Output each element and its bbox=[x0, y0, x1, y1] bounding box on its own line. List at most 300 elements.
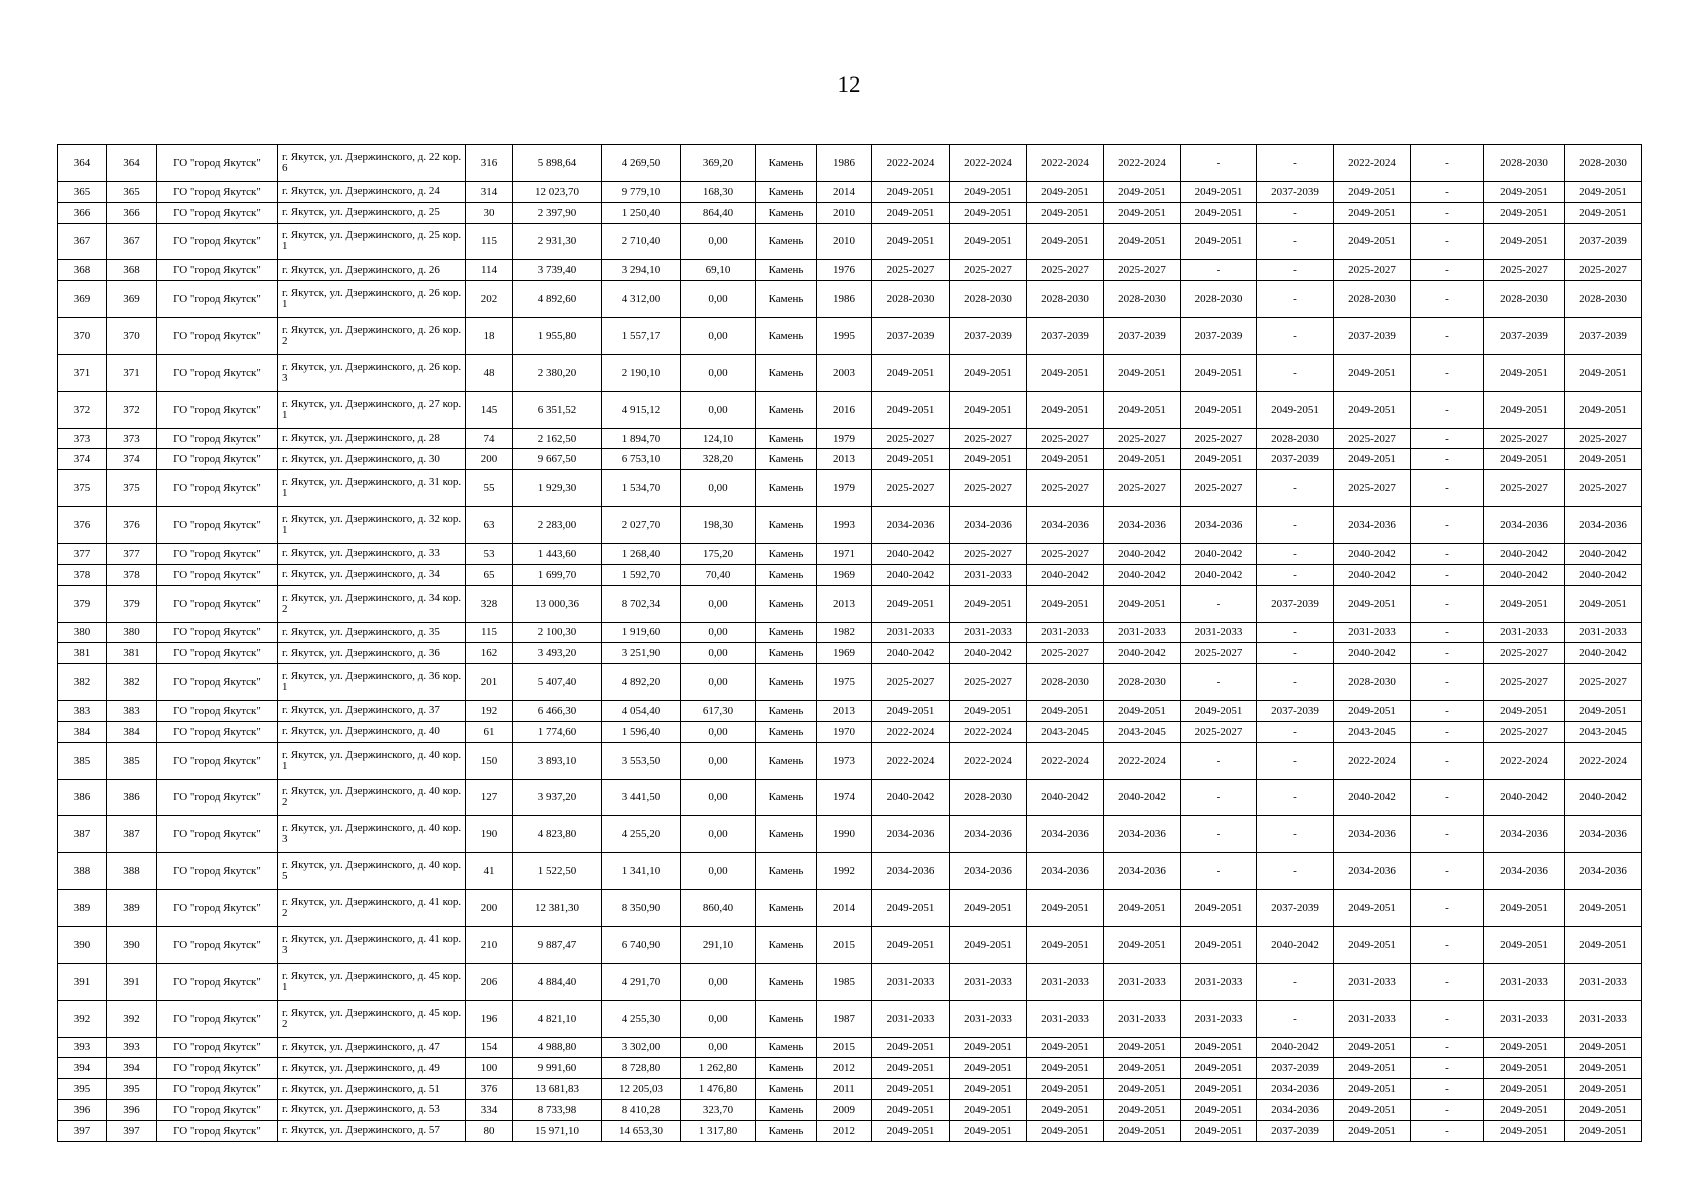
cell-record-number: 380 bbox=[107, 622, 157, 643]
cell-nonliving-area: 0,00 bbox=[681, 622, 756, 643]
cell-term-4: 2022-2024 bbox=[1104, 742, 1181, 779]
cell-record-number: 378 bbox=[107, 564, 157, 585]
cell-term-1: 2022-2024 bbox=[872, 145, 950, 182]
cell-address: г. Якутск, ул. Дзержинского, д. 47 bbox=[278, 1037, 466, 1058]
cell-record-number: 393 bbox=[107, 1037, 157, 1058]
cell-record-number: 371 bbox=[107, 354, 157, 391]
cell-wall-material: Камень bbox=[756, 260, 817, 281]
cell-total-area: 6 351,52 bbox=[513, 391, 602, 428]
cell-nonliving-area: 124,10 bbox=[681, 428, 756, 449]
cell-record-number: 369 bbox=[107, 281, 157, 318]
cell-term-3: 2049-2051 bbox=[1027, 890, 1104, 927]
cell-term-10: 2049-2051 bbox=[1565, 890, 1642, 927]
cell-record-number: 397 bbox=[107, 1120, 157, 1141]
cell-record-number: 374 bbox=[107, 449, 157, 470]
cell-living-area: 14 653,30 bbox=[602, 1120, 681, 1141]
cell-term-4: 2040-2042 bbox=[1104, 564, 1181, 585]
cell-record-number: 377 bbox=[107, 544, 157, 565]
cell-nonliving-area: 0,00 bbox=[681, 643, 756, 664]
cell-term-7: 2049-2051 bbox=[1334, 585, 1411, 622]
cell-wall-material: Камень bbox=[756, 1120, 817, 1141]
cell-term-10: 2049-2051 bbox=[1565, 1120, 1642, 1141]
cell-total-area: 9 667,50 bbox=[513, 449, 602, 470]
cell-term-9: 2049-2051 bbox=[1484, 181, 1565, 202]
cell-term-7: 2025-2027 bbox=[1334, 428, 1411, 449]
cell-row-number: 366 bbox=[58, 202, 107, 223]
cell-build-year: 2012 bbox=[817, 1120, 872, 1141]
cell-term-4: 2025-2027 bbox=[1104, 428, 1181, 449]
cell-residents: 127 bbox=[466, 779, 513, 816]
cell-living-area: 9 779,10 bbox=[602, 181, 681, 202]
cell-municipality: ГО "город Якутск" bbox=[157, 664, 278, 701]
cell-total-area: 2 162,50 bbox=[513, 428, 602, 449]
cell-term-9: 2028-2030 bbox=[1484, 145, 1565, 182]
cell-municipality: ГО "город Якутск" bbox=[157, 354, 278, 391]
cell-total-area: 2 100,30 bbox=[513, 622, 602, 643]
cell-nonliving-area: 0,00 bbox=[681, 664, 756, 701]
cell-term-1: 2049-2051 bbox=[872, 449, 950, 470]
cell-term-2: 2049-2051 bbox=[950, 701, 1027, 722]
cell-living-area: 6 740,90 bbox=[602, 927, 681, 964]
cell-row-number: 378 bbox=[58, 564, 107, 585]
cell-total-area: 1 774,60 bbox=[513, 721, 602, 742]
cell-residents: 115 bbox=[466, 223, 513, 260]
housing-registry-table bbox=[57, 144, 1642, 1142]
cell-nonliving-area: 0,00 bbox=[681, 585, 756, 622]
cell-term-2: 2025-2027 bbox=[950, 260, 1027, 281]
cell-address: г. Якутск, ул. Дзержинского, д. 37 bbox=[278, 701, 466, 722]
cell-term-2: 2049-2051 bbox=[950, 585, 1027, 622]
cell-address: г. Якутск, ул. Дзержинского, д. 34 кор. 2 bbox=[278, 585, 466, 622]
cell-municipality: ГО "город Якутск" bbox=[157, 890, 278, 927]
cell-term-3: 2049-2051 bbox=[1027, 223, 1104, 260]
cell-term-5: - bbox=[1181, 779, 1257, 816]
cell-address: г. Якутск, ул. Дзержинского, д. 26 кор. 3 bbox=[278, 354, 466, 391]
table-row bbox=[58, 963, 1642, 1000]
cell-municipality: ГО "город Якутск" bbox=[157, 544, 278, 565]
cell-term-9: 2025-2027 bbox=[1484, 664, 1565, 701]
cell-residents: 202 bbox=[466, 281, 513, 318]
cell-term-3: 2049-2051 bbox=[1027, 1100, 1104, 1121]
table-row bbox=[58, 664, 1642, 701]
cell-wall-material: Камень bbox=[756, 1037, 817, 1058]
cell-term-9: 2049-2051 bbox=[1484, 927, 1565, 964]
cell-term-10: 2049-2051 bbox=[1565, 1100, 1642, 1121]
cell-term-4: 2049-2051 bbox=[1104, 585, 1181, 622]
cell-row-number: 374 bbox=[58, 449, 107, 470]
cell-term-5: 2034-2036 bbox=[1181, 507, 1257, 544]
cell-term-7: 2049-2051 bbox=[1334, 181, 1411, 202]
cell-living-area: 4 291,70 bbox=[602, 963, 681, 1000]
cell-term-9: 2049-2051 bbox=[1484, 1100, 1565, 1121]
cell-living-area: 3 441,50 bbox=[602, 779, 681, 816]
cell-nonliving-area: 0,00 bbox=[681, 318, 756, 355]
cell-term-9: 2025-2027 bbox=[1484, 643, 1565, 664]
cell-term-5: 2049-2051 bbox=[1181, 701, 1257, 722]
cell-build-year: 1976 bbox=[817, 260, 872, 281]
cell-term-8: - bbox=[1411, 1000, 1484, 1037]
cell-term-5: - bbox=[1181, 742, 1257, 779]
cell-term-7: 2040-2042 bbox=[1334, 564, 1411, 585]
cell-address: г. Якутск, ул. Дзержинского, д. 35 bbox=[278, 622, 466, 643]
table-row bbox=[58, 145, 1642, 182]
cell-address: г. Якутск, ул. Дзержинского, д. 28 bbox=[278, 428, 466, 449]
cell-total-area: 8 733,98 bbox=[513, 1100, 602, 1121]
cell-term-7: 2022-2024 bbox=[1334, 145, 1411, 182]
cell-nonliving-area: 0,00 bbox=[681, 963, 756, 1000]
cell-living-area: 12 205,03 bbox=[602, 1079, 681, 1100]
cell-wall-material: Камень bbox=[756, 643, 817, 664]
cell-residents: 55 bbox=[466, 470, 513, 507]
cell-term-3: 2031-2033 bbox=[1027, 1000, 1104, 1037]
cell-residents: 192 bbox=[466, 701, 513, 722]
cell-total-area: 2 283,00 bbox=[513, 507, 602, 544]
cell-term-4: 2040-2042 bbox=[1104, 643, 1181, 664]
cell-term-8: - bbox=[1411, 890, 1484, 927]
cell-term-3: 2049-2051 bbox=[1027, 354, 1104, 391]
cell-row-number: 371 bbox=[58, 354, 107, 391]
cell-address: г. Якутск, ул. Дзержинского, д. 34 bbox=[278, 564, 466, 585]
cell-term-5: 2049-2051 bbox=[1181, 223, 1257, 260]
cell-municipality: ГО "город Якутск" bbox=[157, 1100, 278, 1121]
cell-term-7: 2049-2051 bbox=[1334, 1100, 1411, 1121]
cell-term-7: 2049-2051 bbox=[1334, 223, 1411, 260]
cell-address: г. Якутск, ул. Дзержинского, д. 22 кор. 6 bbox=[278, 145, 466, 182]
cell-residents: 376 bbox=[466, 1079, 513, 1100]
cell-row-number: 367 bbox=[58, 223, 107, 260]
cell-address: г. Якутск, ул. Дзержинского, д. 25 bbox=[278, 202, 466, 223]
cell-residents: 80 bbox=[466, 1120, 513, 1141]
cell-term-3: 2049-2051 bbox=[1027, 202, 1104, 223]
cell-build-year: 1979 bbox=[817, 428, 872, 449]
table-row bbox=[58, 1120, 1642, 1141]
cell-term-5: 2025-2027 bbox=[1181, 428, 1257, 449]
cell-term-2: 2049-2051 bbox=[950, 223, 1027, 260]
cell-term-2: 2034-2036 bbox=[950, 507, 1027, 544]
cell-row-number: 392 bbox=[58, 1000, 107, 1037]
cell-municipality: ГО "город Якутск" bbox=[157, 202, 278, 223]
cell-total-area: 3 893,10 bbox=[513, 742, 602, 779]
cell-term-4: 2040-2042 bbox=[1104, 779, 1181, 816]
cell-term-8: - bbox=[1411, 664, 1484, 701]
cell-term-5: - bbox=[1181, 260, 1257, 281]
cell-address: г. Якутск, ул. Дзержинского, д. 40 кор. 2 bbox=[278, 779, 466, 816]
cell-living-area: 6 753,10 bbox=[602, 449, 681, 470]
table-row bbox=[58, 1100, 1642, 1121]
cell-municipality: ГО "город Якутск" bbox=[157, 507, 278, 544]
cell-term-10: 2049-2051 bbox=[1565, 701, 1642, 722]
cell-term-8: - bbox=[1411, 701, 1484, 722]
cell-term-9: 2049-2051 bbox=[1484, 1079, 1565, 1100]
cell-row-number: 391 bbox=[58, 963, 107, 1000]
cell-living-area: 4 269,50 bbox=[602, 145, 681, 182]
cell-wall-material: Камень bbox=[756, 1079, 817, 1100]
cell-row-number: 397 bbox=[58, 1120, 107, 1141]
cell-term-10: 2031-2033 bbox=[1565, 622, 1642, 643]
cell-total-area: 12 381,30 bbox=[513, 890, 602, 927]
cell-municipality: ГО "город Якутск" bbox=[157, 223, 278, 260]
cell-term-1: 2049-2051 bbox=[872, 890, 950, 927]
cell-term-10: 2037-2039 bbox=[1565, 318, 1642, 355]
cell-term-8: - bbox=[1411, 564, 1484, 585]
cell-residents: 65 bbox=[466, 564, 513, 585]
cell-build-year: 2013 bbox=[817, 449, 872, 470]
cell-record-number: 382 bbox=[107, 664, 157, 701]
cell-term-5: - bbox=[1181, 585, 1257, 622]
cell-wall-material: Камень bbox=[756, 181, 817, 202]
cell-term-4: 2049-2051 bbox=[1104, 1058, 1181, 1079]
cell-nonliving-area: 1 317,80 bbox=[681, 1120, 756, 1141]
cell-build-year: 2012 bbox=[817, 1058, 872, 1079]
cell-term-4: 2028-2030 bbox=[1104, 281, 1181, 318]
cell-term-8: - bbox=[1411, 1058, 1484, 1079]
cell-living-area: 1 596,40 bbox=[602, 721, 681, 742]
cell-term-1: 2034-2036 bbox=[872, 853, 950, 890]
cell-total-area: 9 887,47 bbox=[513, 927, 602, 964]
cell-living-area: 8 410,28 bbox=[602, 1100, 681, 1121]
cell-term-1: 2022-2024 bbox=[872, 742, 950, 779]
cell-record-number: 391 bbox=[107, 963, 157, 1000]
cell-term-10: 2040-2042 bbox=[1565, 564, 1642, 585]
cell-term-10: 2034-2036 bbox=[1565, 507, 1642, 544]
cell-term-10: 2034-2036 bbox=[1565, 853, 1642, 890]
cell-wall-material: Камень bbox=[756, 281, 817, 318]
cell-term-6: - bbox=[1257, 260, 1334, 281]
cell-residents: 145 bbox=[466, 391, 513, 428]
cell-total-area: 15 971,10 bbox=[513, 1120, 602, 1141]
cell-build-year: 1985 bbox=[817, 963, 872, 1000]
cell-address: г. Якутск, ул. Дзержинского, д. 26 кор. 2 bbox=[278, 318, 466, 355]
cell-living-area: 1 557,17 bbox=[602, 318, 681, 355]
cell-wall-material: Камень bbox=[756, 449, 817, 470]
cell-total-area: 2 931,30 bbox=[513, 223, 602, 260]
cell-total-area: 9 991,60 bbox=[513, 1058, 602, 1079]
cell-term-8: - bbox=[1411, 428, 1484, 449]
cell-address: г. Якутск, ул. Дзержинского, д. 40 bbox=[278, 721, 466, 742]
cell-term-5: 2040-2042 bbox=[1181, 564, 1257, 585]
cell-municipality: ГО "город Якутск" bbox=[157, 181, 278, 202]
cell-row-number: 364 bbox=[58, 145, 107, 182]
cell-record-number: 365 bbox=[107, 181, 157, 202]
cell-term-6: 2034-2036 bbox=[1257, 1079, 1334, 1100]
cell-row-number: 375 bbox=[58, 470, 107, 507]
cell-address: г. Якутск, ул. Дзержинского, д. 30 bbox=[278, 449, 466, 470]
cell-term-10: 2040-2042 bbox=[1565, 779, 1642, 816]
cell-term-7: 2037-2039 bbox=[1334, 318, 1411, 355]
cell-record-number: 370 bbox=[107, 318, 157, 355]
cell-term-2: 2028-2030 bbox=[950, 779, 1027, 816]
cell-term-10: 2031-2033 bbox=[1565, 963, 1642, 1000]
cell-residents: 316 bbox=[466, 145, 513, 182]
cell-term-8: - bbox=[1411, 181, 1484, 202]
cell-nonliving-area: 323,70 bbox=[681, 1100, 756, 1121]
cell-address: г. Якутск, ул. Дзержинского, д. 45 кор. 1 bbox=[278, 963, 466, 1000]
cell-build-year: 1993 bbox=[817, 507, 872, 544]
table-row bbox=[58, 181, 1642, 202]
cell-term-7: 2031-2033 bbox=[1334, 622, 1411, 643]
cell-term-10: 2034-2036 bbox=[1565, 816, 1642, 853]
cell-municipality: ГО "город Якутск" bbox=[157, 391, 278, 428]
cell-build-year: 2011 bbox=[817, 1079, 872, 1100]
cell-term-10: 2022-2024 bbox=[1565, 742, 1642, 779]
cell-row-number: 376 bbox=[58, 507, 107, 544]
cell-record-number: 396 bbox=[107, 1100, 157, 1121]
cell-build-year: 2013 bbox=[817, 585, 872, 622]
cell-term-3: 2031-2033 bbox=[1027, 963, 1104, 1000]
cell-record-number: 387 bbox=[107, 816, 157, 853]
cell-term-6: - bbox=[1257, 281, 1334, 318]
cell-residents: 201 bbox=[466, 664, 513, 701]
cell-term-8: - bbox=[1411, 318, 1484, 355]
cell-build-year: 1982 bbox=[817, 622, 872, 643]
table-row bbox=[58, 354, 1642, 391]
cell-term-9: 2031-2033 bbox=[1484, 963, 1565, 1000]
cell-term-9: 2049-2051 bbox=[1484, 1037, 1565, 1058]
cell-living-area: 1 894,70 bbox=[602, 428, 681, 449]
cell-nonliving-area: 0,00 bbox=[681, 742, 756, 779]
cell-row-number: 390 bbox=[58, 927, 107, 964]
cell-wall-material: Камень bbox=[756, 664, 817, 701]
cell-municipality: ГО "город Якутск" bbox=[157, 1120, 278, 1141]
cell-term-2: 2040-2042 bbox=[950, 643, 1027, 664]
cell-total-area: 5 407,40 bbox=[513, 664, 602, 701]
cell-term-6: 2037-2039 bbox=[1257, 181, 1334, 202]
cell-term-3: 2049-2051 bbox=[1027, 391, 1104, 428]
cell-nonliving-area: 369,20 bbox=[681, 145, 756, 182]
cell-term-6: 2037-2039 bbox=[1257, 1058, 1334, 1079]
cell-term-4: 2031-2033 bbox=[1104, 963, 1181, 1000]
cell-term-9: 2025-2027 bbox=[1484, 721, 1565, 742]
cell-living-area: 4 255,30 bbox=[602, 1000, 681, 1037]
cell-term-6: - bbox=[1257, 853, 1334, 890]
cell-term-8: - bbox=[1411, 391, 1484, 428]
cell-residents: 48 bbox=[466, 354, 513, 391]
cell-term-4: 2031-2033 bbox=[1104, 1000, 1181, 1037]
cell-term-5: 2040-2042 bbox=[1181, 544, 1257, 565]
cell-term-3: 2025-2027 bbox=[1027, 544, 1104, 565]
cell-build-year: 1995 bbox=[817, 318, 872, 355]
cell-nonliving-area: 0,00 bbox=[681, 853, 756, 890]
cell-record-number: 395 bbox=[107, 1079, 157, 1100]
cell-term-3: 2049-2051 bbox=[1027, 1120, 1104, 1141]
cell-living-area: 4 312,00 bbox=[602, 281, 681, 318]
cell-residents: 154 bbox=[466, 1037, 513, 1058]
cell-term-10: 2031-2033 bbox=[1565, 1000, 1642, 1037]
cell-row-number: 368 bbox=[58, 260, 107, 281]
cell-term-4: 2034-2036 bbox=[1104, 853, 1181, 890]
cell-residents: 334 bbox=[466, 1100, 513, 1121]
cell-term-6: - bbox=[1257, 664, 1334, 701]
cell-nonliving-area: 0,00 bbox=[681, 281, 756, 318]
cell-term-10: 2049-2051 bbox=[1565, 449, 1642, 470]
cell-term-9: 2031-2033 bbox=[1484, 622, 1565, 643]
cell-term-4: 2040-2042 bbox=[1104, 544, 1181, 565]
table-row bbox=[58, 544, 1642, 565]
cell-record-number: 364 bbox=[107, 145, 157, 182]
cell-municipality: ГО "город Якутск" bbox=[157, 318, 278, 355]
cell-nonliving-area: 1 262,80 bbox=[681, 1058, 756, 1079]
cell-term-10: 2037-2039 bbox=[1565, 223, 1642, 260]
cell-municipality: ГО "город Якутск" bbox=[157, 622, 278, 643]
cell-address: г. Якутск, ул. Дзержинского, д. 53 bbox=[278, 1100, 466, 1121]
cell-row-number: 373 bbox=[58, 428, 107, 449]
cell-address: г. Якутск, ул. Дзержинского, д. 57 bbox=[278, 1120, 466, 1141]
cell-term-9: 2034-2036 bbox=[1484, 853, 1565, 890]
cell-row-number: 396 bbox=[58, 1100, 107, 1121]
table-body bbox=[58, 145, 1642, 1142]
cell-build-year: 2015 bbox=[817, 1037, 872, 1058]
cell-nonliving-area: 198,30 bbox=[681, 507, 756, 544]
cell-row-number: 380 bbox=[58, 622, 107, 643]
cell-nonliving-area: 0,00 bbox=[681, 779, 756, 816]
cell-term-1: 2040-2042 bbox=[872, 779, 950, 816]
cell-municipality: ГО "город Якутск" bbox=[157, 779, 278, 816]
table-row bbox=[58, 779, 1642, 816]
cell-municipality: ГО "город Якутск" bbox=[157, 1058, 278, 1079]
cell-record-number: 386 bbox=[107, 779, 157, 816]
cell-term-1: 2049-2051 bbox=[872, 1058, 950, 1079]
cell-term-8: - bbox=[1411, 643, 1484, 664]
table-row bbox=[58, 428, 1642, 449]
cell-term-7: 2034-2036 bbox=[1334, 816, 1411, 853]
table-row bbox=[58, 1079, 1642, 1100]
cell-term-1: 2049-2051 bbox=[872, 585, 950, 622]
cell-term-6: 2028-2030 bbox=[1257, 428, 1334, 449]
cell-total-area: 3 493,20 bbox=[513, 643, 602, 664]
cell-term-7: 2049-2051 bbox=[1334, 449, 1411, 470]
table-row bbox=[58, 890, 1642, 927]
table-row bbox=[58, 927, 1642, 964]
cell-record-number: 388 bbox=[107, 853, 157, 890]
cell-total-area: 4 884,40 bbox=[513, 963, 602, 1000]
cell-term-2: 2049-2051 bbox=[950, 391, 1027, 428]
cell-living-area: 3 294,10 bbox=[602, 260, 681, 281]
cell-municipality: ГО "город Якутск" bbox=[157, 1079, 278, 1100]
cell-residents: 150 bbox=[466, 742, 513, 779]
cell-term-2: 2025-2027 bbox=[950, 428, 1027, 449]
cell-term-2: 2028-2030 bbox=[950, 281, 1027, 318]
cell-nonliving-area: 69,10 bbox=[681, 260, 756, 281]
cell-term-6: 2034-2036 bbox=[1257, 1100, 1334, 1121]
cell-term-1: 2049-2051 bbox=[872, 181, 950, 202]
table-row bbox=[58, 742, 1642, 779]
cell-term-1: 2049-2051 bbox=[872, 1120, 950, 1141]
cell-term-7: 2049-2051 bbox=[1334, 701, 1411, 722]
cell-term-8: - bbox=[1411, 449, 1484, 470]
table-row bbox=[58, 260, 1642, 281]
cell-term-8: - bbox=[1411, 816, 1484, 853]
cell-living-area: 8 350,90 bbox=[602, 890, 681, 927]
cell-term-8: - bbox=[1411, 260, 1484, 281]
cell-wall-material: Камень bbox=[756, 816, 817, 853]
cell-address: г. Якутск, ул. Дзержинского, д. 26 bbox=[278, 260, 466, 281]
cell-term-9: 2049-2051 bbox=[1484, 701, 1565, 722]
cell-term-3: 2022-2024 bbox=[1027, 742, 1104, 779]
cell-wall-material: Камень bbox=[756, 354, 817, 391]
cell-wall-material: Камень bbox=[756, 145, 817, 182]
cell-term-5: - bbox=[1181, 664, 1257, 701]
cell-term-8: - bbox=[1411, 470, 1484, 507]
cell-term-3: 2049-2051 bbox=[1027, 701, 1104, 722]
cell-term-2: 2049-2051 bbox=[950, 1120, 1027, 1141]
cell-living-area: 1 250,40 bbox=[602, 202, 681, 223]
cell-build-year: 2013 bbox=[817, 701, 872, 722]
cell-build-year: 2003 bbox=[817, 354, 872, 391]
cell-term-6: - bbox=[1257, 643, 1334, 664]
cell-municipality: ГО "город Якутск" bbox=[157, 449, 278, 470]
cell-municipality: ГО "город Якутск" bbox=[157, 428, 278, 449]
cell-address: г. Якутск, ул. Дзержинского, д. 36 кор. 1 bbox=[278, 664, 466, 701]
